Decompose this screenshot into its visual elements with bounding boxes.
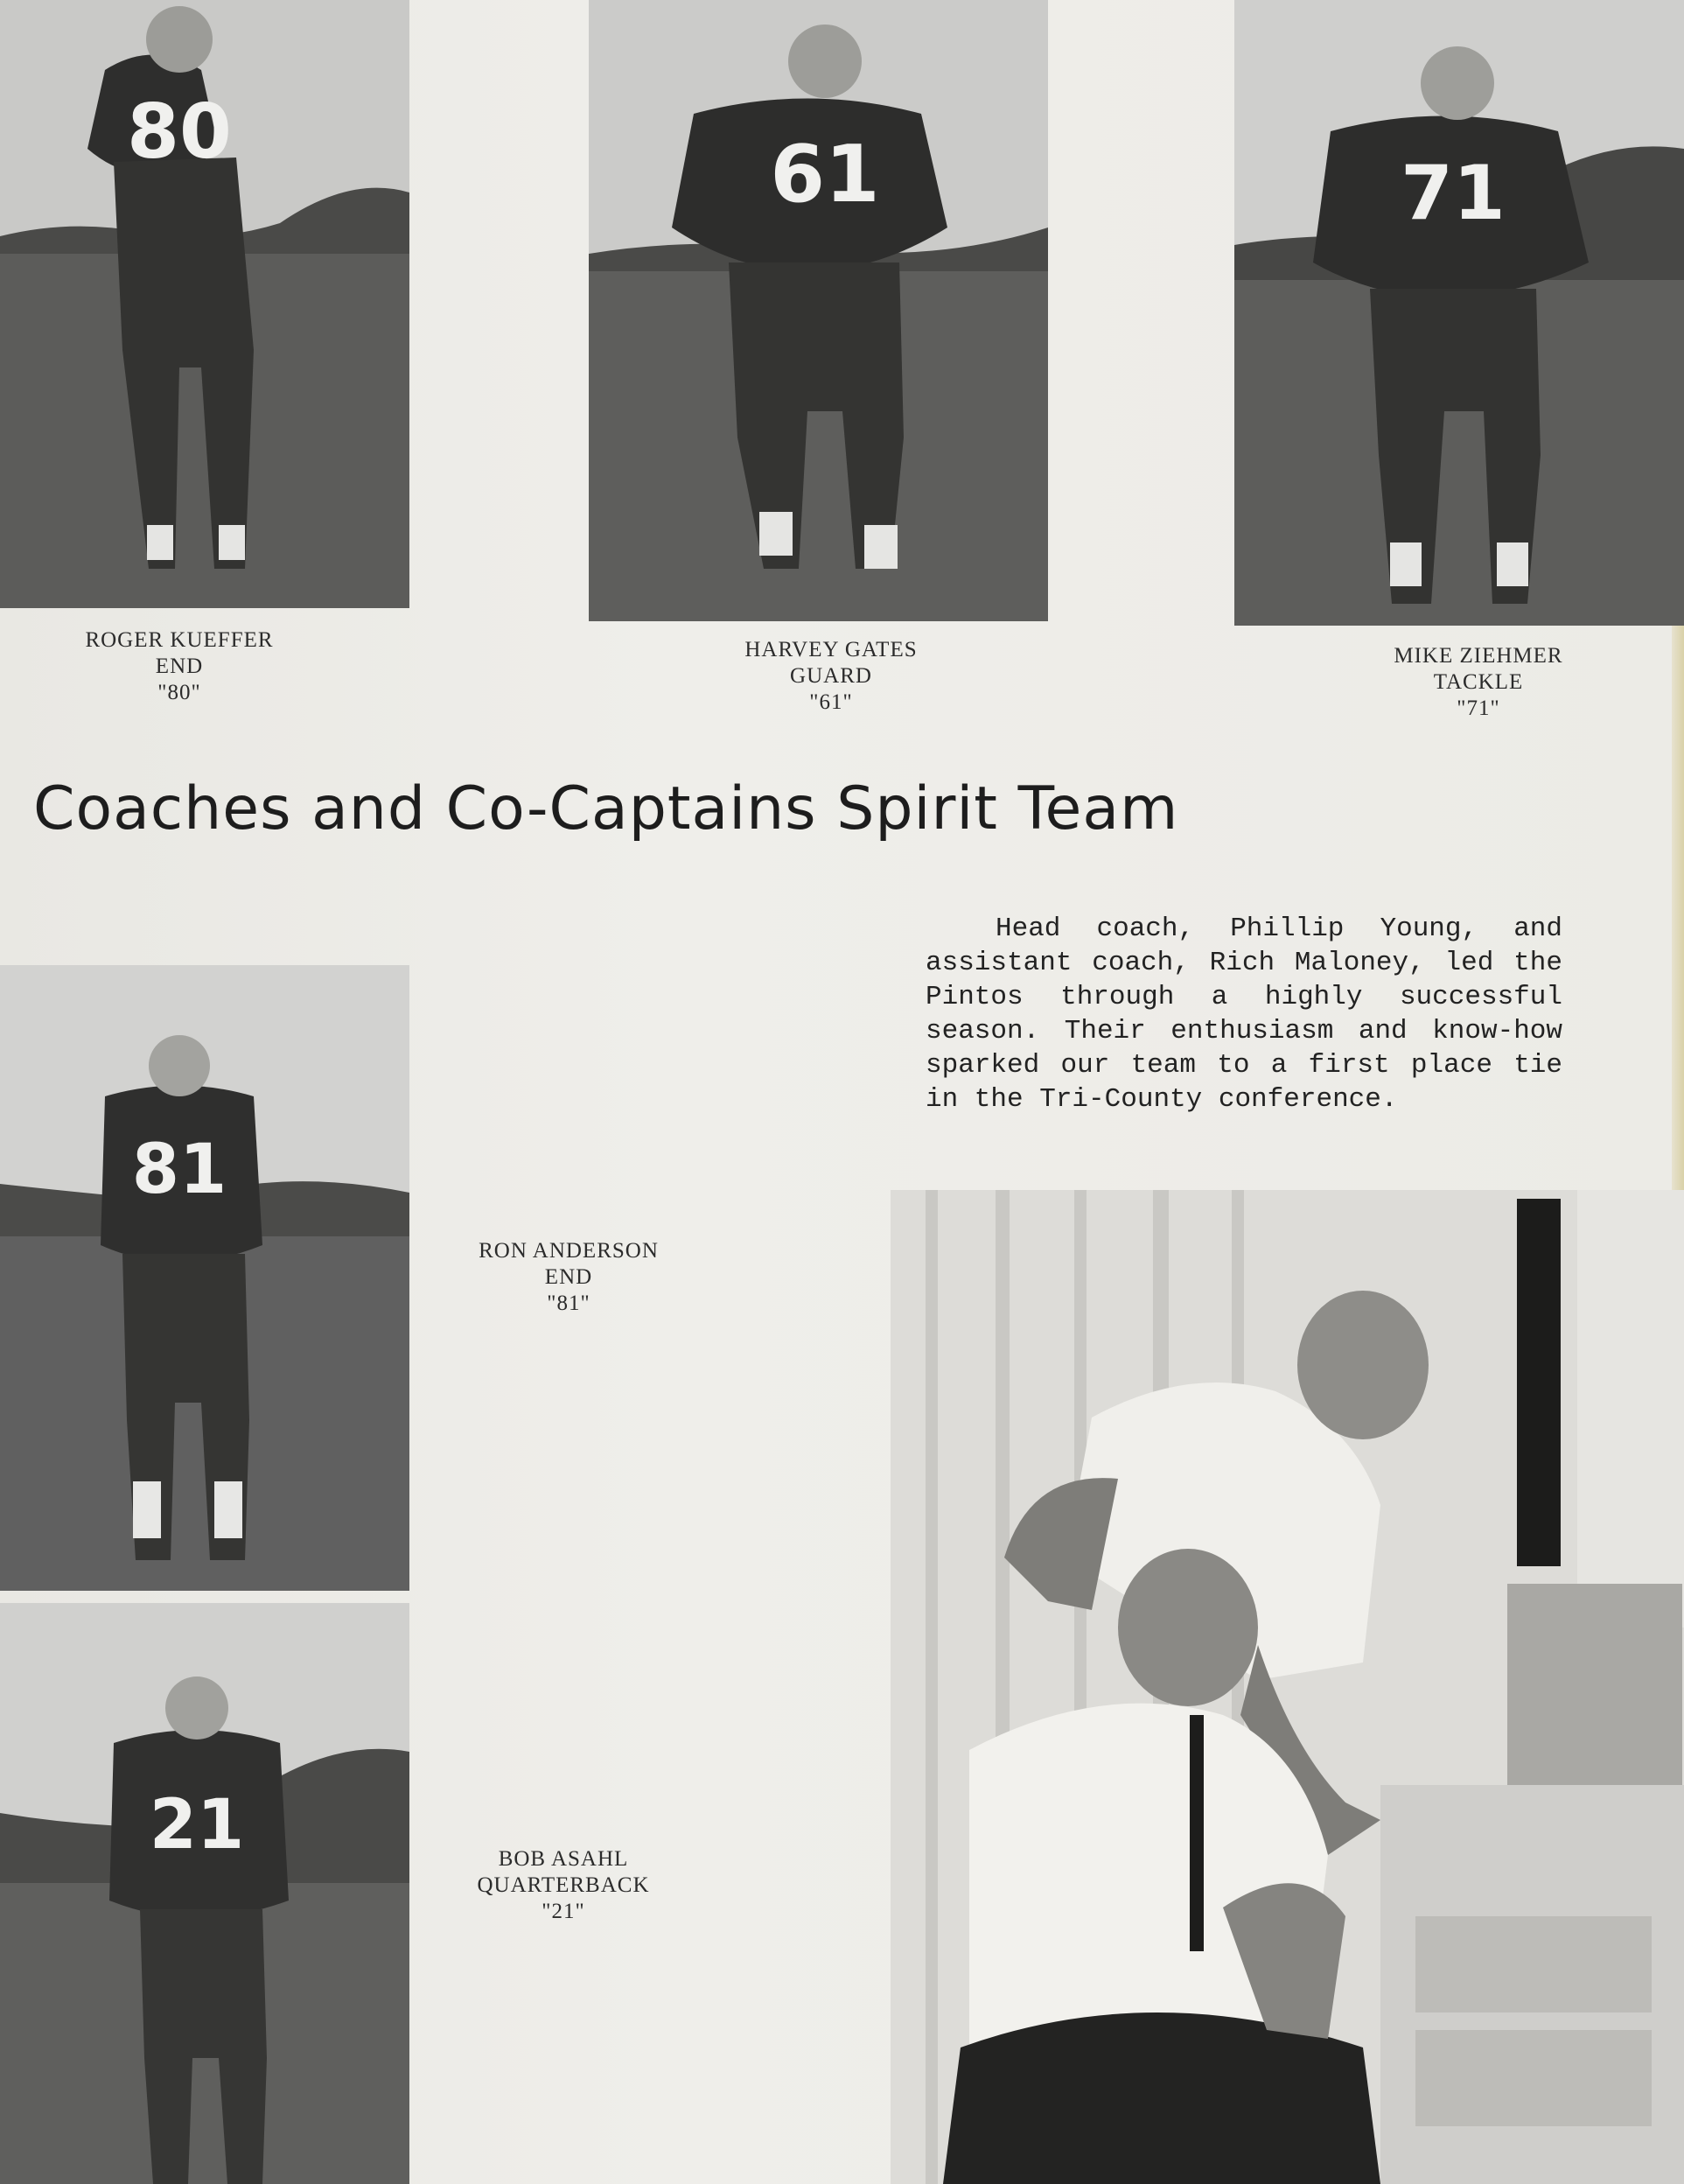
coaches-paragraph: Head coach, Phillip Young, and assistant coach, Rich Maloney, led the Pintos through a highly successful season. Their enthusiasm and know-how sparked our team to a first place tie in the Tri-County conference. [926, 914, 1562, 1115]
caption-kueffer [39, 627, 319, 706]
jersey-number: 81 [131, 1130, 227, 1209]
player-number: "61" [809, 690, 853, 714]
jersey-number: 80 [127, 88, 232, 176]
page-title: Coaches and Co-Captains Spirit Team [33, 774, 1179, 844]
player-position: QUARTERBACK [477, 1873, 650, 1897]
player-photo-gates [589, 0, 1048, 621]
player-name: MIKE ZIEHMER [1394, 644, 1563, 668]
player-number: "80" [157, 681, 201, 704]
player-number: "21" [542, 1900, 585, 1923]
player-number: "81" [547, 1292, 590, 1315]
jersey-number: 71 [1401, 150, 1506, 237]
caption-ziehmer [1338, 643, 1618, 722]
player-position: TACKLE [1433, 670, 1524, 694]
caption-anderson [429, 1238, 709, 1317]
jersey-number: 61 [770, 129, 880, 220]
player-name: BOB ASAHL [498, 1847, 629, 1871]
player-photo-ziehmer [1234, 0, 1684, 626]
player-photo-kueffer [0, 0, 409, 608]
jersey-number: 21 [149, 1786, 245, 1865]
player-position: END [155, 654, 204, 678]
player-photo-asahl [0, 1603, 409, 2184]
caption-asahl [423, 1846, 703, 1925]
caption-gates [691, 637, 971, 716]
player-name: HARVEY GATES [744, 638, 918, 662]
player-position: GUARD [790, 664, 872, 688]
player-position: END [544, 1265, 593, 1289]
coaches-photo [891, 1190, 1684, 2184]
player-name: ROGER KUEFFER [85, 628, 274, 652]
player-photo-anderson [0, 965, 409, 1591]
player-name: RON ANDERSON [479, 1239, 659, 1263]
player-number: "71" [1457, 696, 1500, 720]
